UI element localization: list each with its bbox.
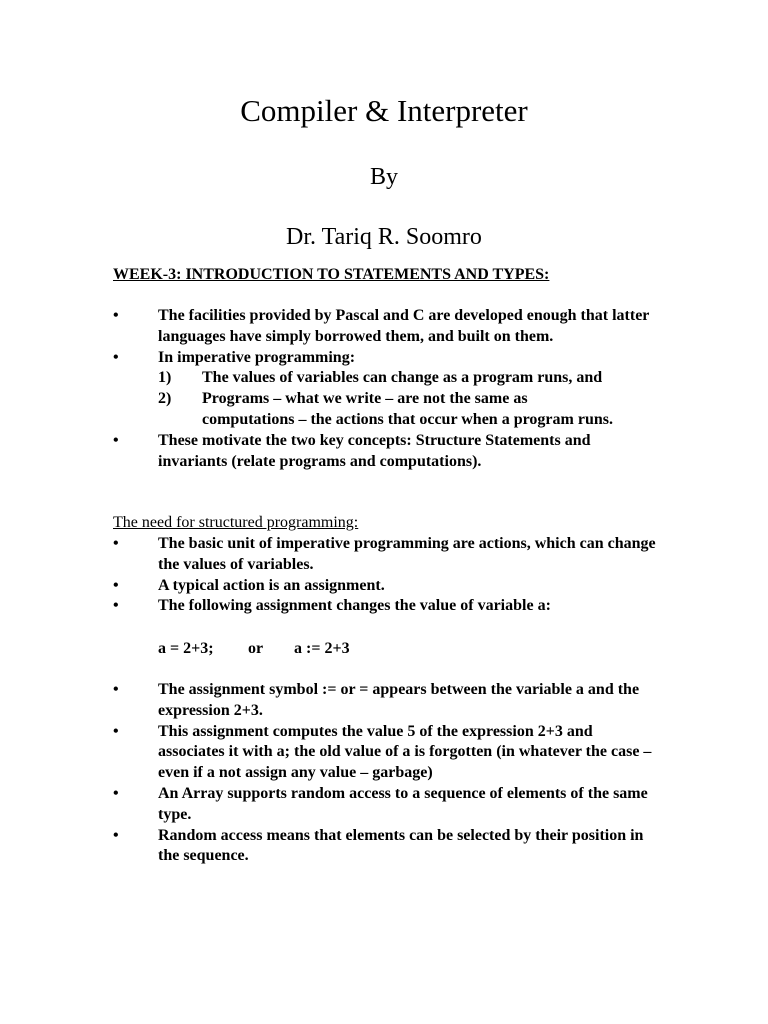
numbered-sublist [158, 368, 658, 430]
bullet-icon: • [113, 826, 119, 844]
list-item [0, 348, 658, 431]
sublist-item-text: The values of variables can change as a program runs, and [202, 369, 603, 387]
list-item [0, 722, 658, 784]
list-item [0, 576, 658, 597]
bullet-icon: • [113, 681, 119, 698]
sublist-number: 2) [158, 390, 172, 408]
sublist-item [158, 389, 622, 431]
bullet-icon: • [113, 307, 119, 324]
list-item-text: The following assignment changes the value of variable a: [158, 597, 551, 615]
list-item [0, 534, 658, 576]
list-item [0, 306, 658, 348]
bullet-icon: • [113, 535, 119, 552]
assignment-example-right: a := 2+3 [294, 640, 350, 657]
list-item [0, 826, 658, 868]
sublist-item-text: Programs – what we write – are not the same as computations – the actions that occur when a program runs. [202, 390, 613, 428]
section2-bullet-list-before [0, 534, 768, 617]
assignment-example-left: a = 2+3; [158, 640, 214, 657]
section1-bullet-list [0, 306, 768, 472]
list-item-text: The assignment symbol := or = appears between the variable a and the expression 2+3. [158, 681, 640, 719]
document-title: Compiler & Interpreter [240, 93, 528, 128]
list-item-text: These motivate the two key concepts: Structure Statements and invariants (relate programs and computations). [158, 431, 591, 470]
section-heading-structured-programming: The need for structured programming: [113, 514, 359, 531]
section2-bullet-list-after [0, 680, 768, 867]
sublist-item [158, 368, 622, 389]
list-item-text: A typical action is an assignment. [158, 576, 385, 594]
list-item [0, 431, 658, 473]
by-line: By [369, 164, 398, 190]
bullet-icon: • [113, 348, 119, 366]
list-item-text: The facilities provided by Pascal and C are developed enough that latter languages have simply borrowed them, and built on them. [158, 307, 650, 345]
bullet-icon: • [113, 597, 119, 615]
list-item [0, 596, 658, 617]
assignment-example-or: or [248, 640, 264, 657]
sublist-number: 1) [158, 369, 172, 387]
list-item-text: Random access means that elements can be selected by their position in the sequence. [158, 826, 644, 865]
list-item-text: This assignment computes the value 5 of the expression 2+3 and associates it with a; the old value of a is forgotten (in whatever the case – even if a not assign any value – garbage) [158, 722, 652, 782]
list-item [0, 784, 658, 826]
list-item-text: An Array supports random access to a sequence of elements of the same type. [158, 784, 648, 823]
list-item-text: The basic unit of imperative programming are actions, which can change the values of variables. [158, 535, 656, 573]
bullet-icon: • [113, 576, 119, 594]
bullet-icon: • [113, 722, 119, 740]
author-name: Dr. Tariq R. Soomro [286, 224, 482, 250]
section-heading-week3: WEEK-3: INTRODUCTION TO STATEMENTS AND TYPES: [113, 266, 550, 283]
bullet-icon: • [113, 431, 119, 449]
list-item [0, 680, 658, 722]
list-item-text: In imperative programming: [158, 348, 356, 366]
bullet-icon: • [113, 784, 119, 802]
assignment-example [158, 638, 350, 659]
